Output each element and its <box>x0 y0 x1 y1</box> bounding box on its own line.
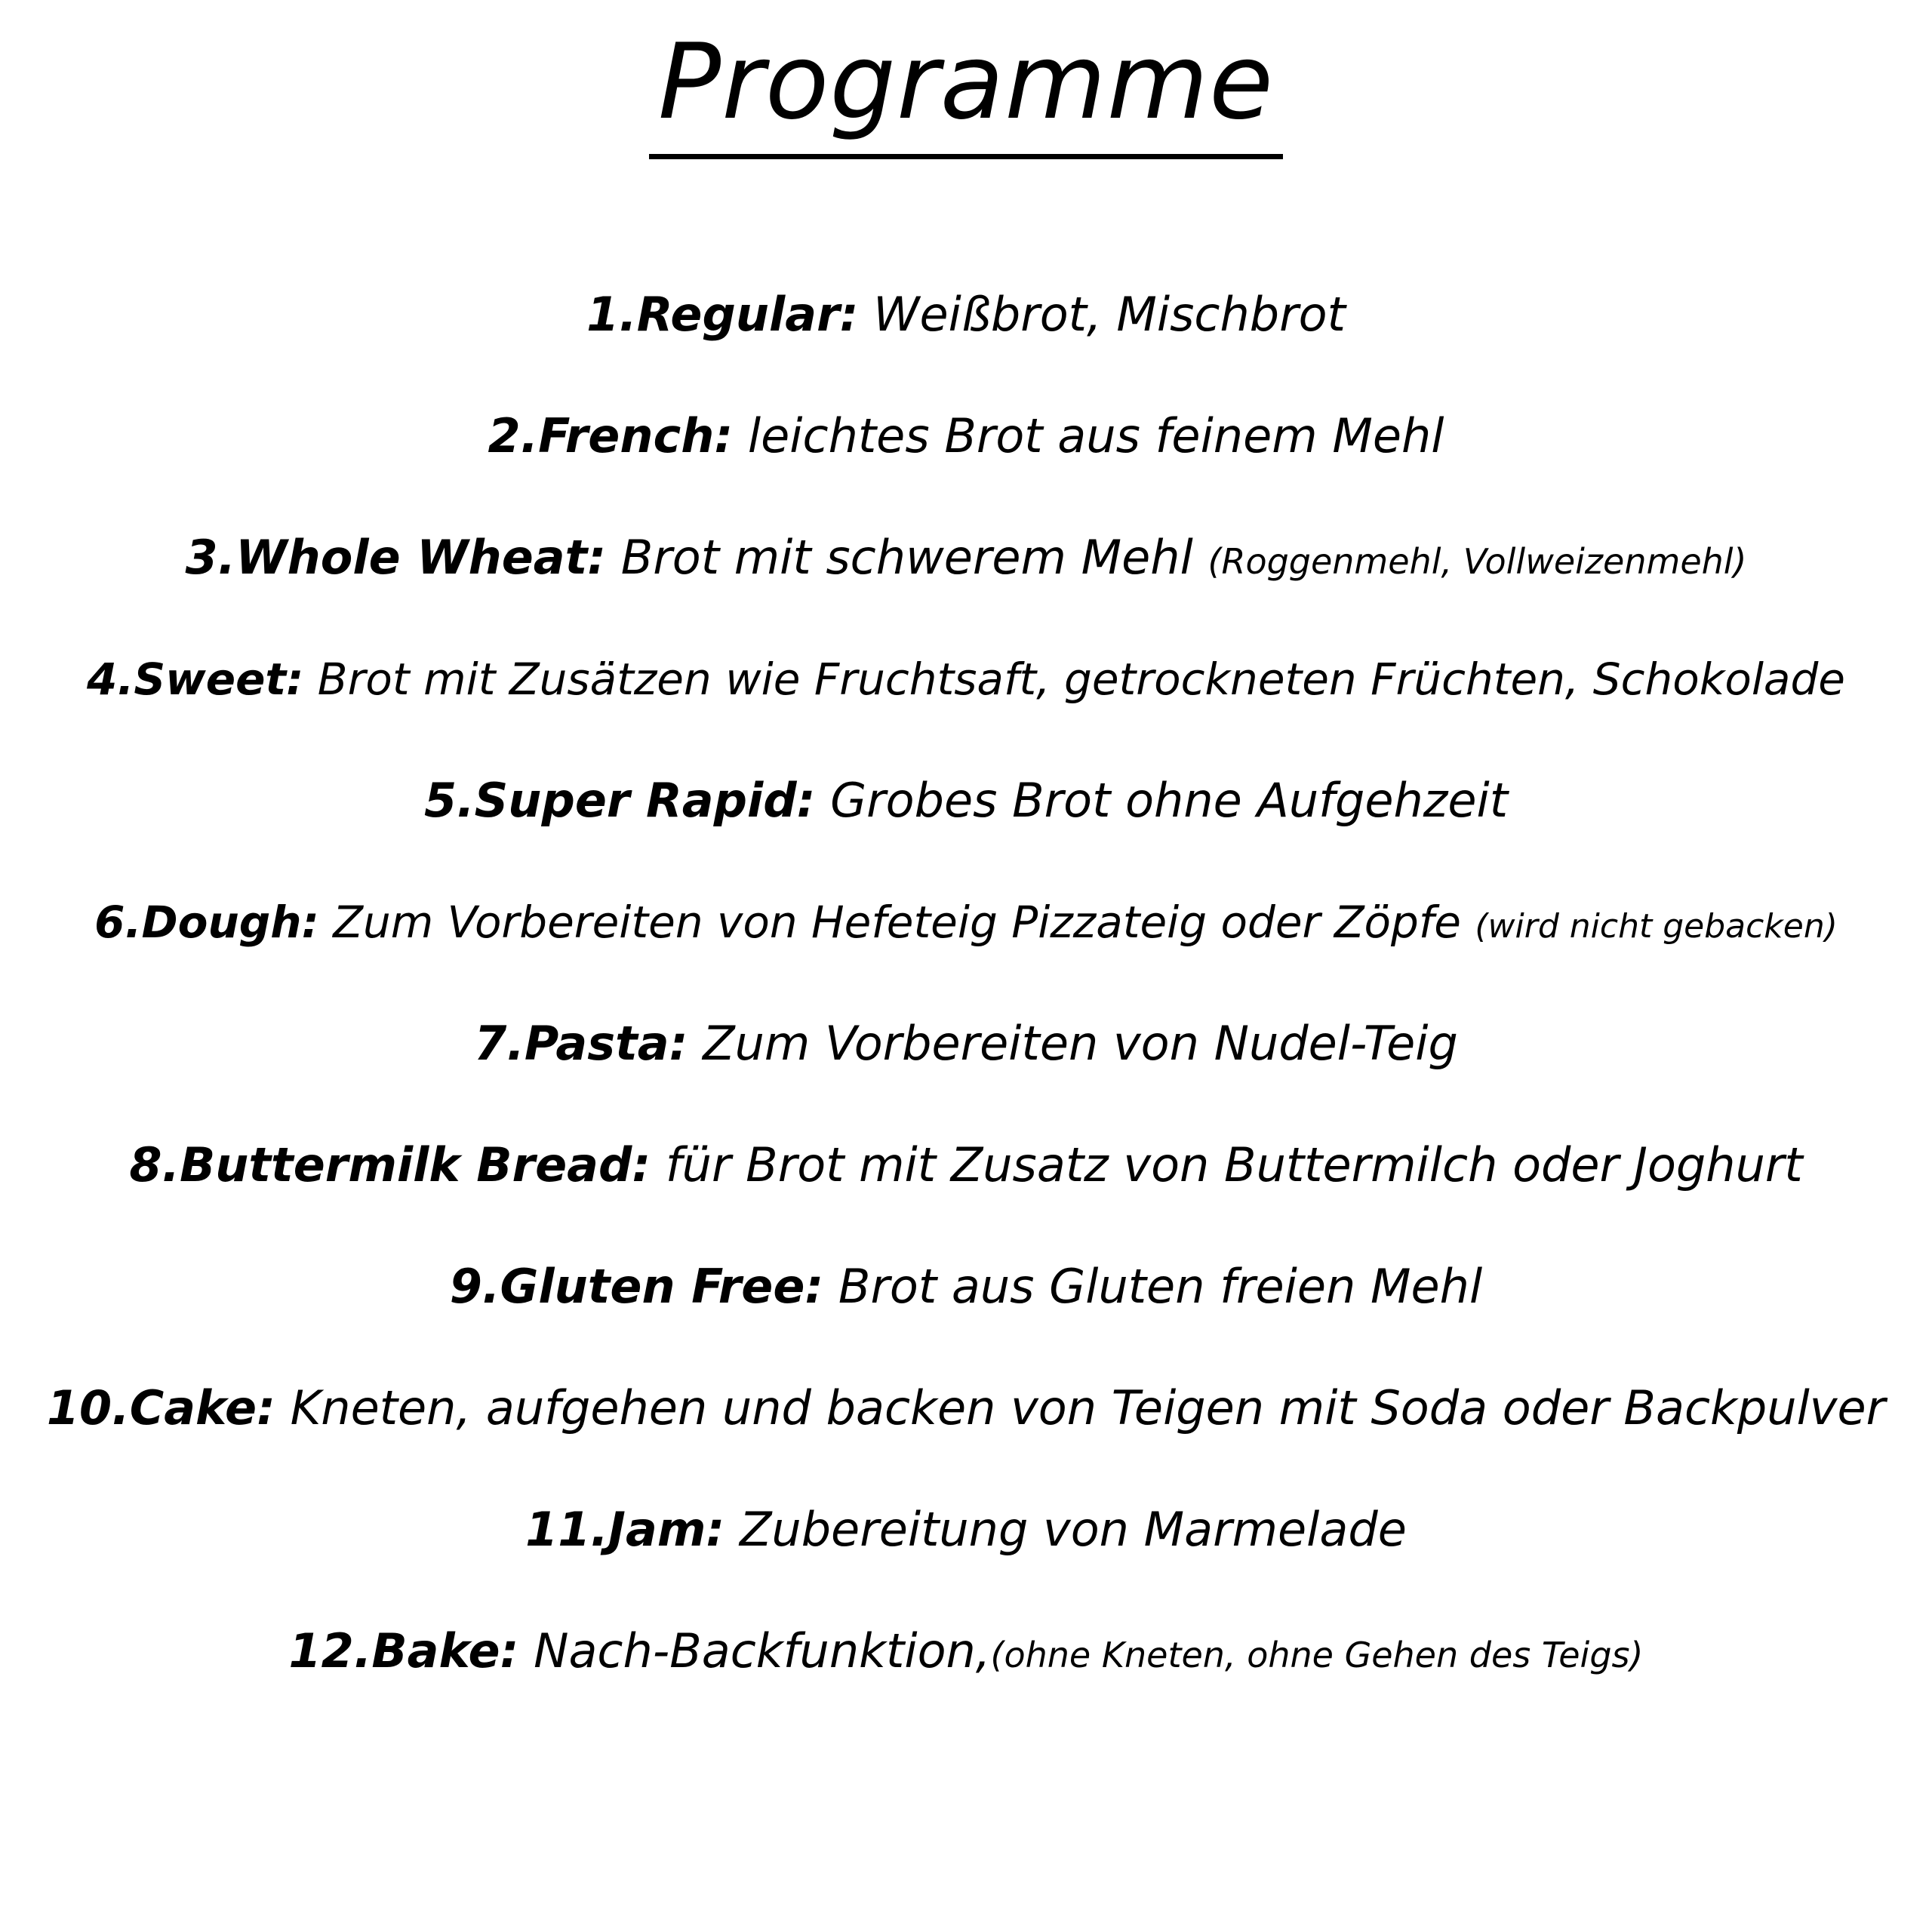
title-container <box>0 21 1932 159</box>
program-item <box>0 767 1932 888</box>
program-description: Brot mit schwerem Mehl <box>620 530 1193 585</box>
program-note: (Roggenmehl, Vollweizenmehl) <box>1208 541 1747 582</box>
program-description: für Brot mit Zusatz von Buttermilch oder Joghurt <box>665 1137 1803 1192</box>
program-description: Nach-Backfunktion, <box>534 1623 991 1678</box>
program-item <box>0 888 1932 1010</box>
program-name: 5.Super Rapid: <box>423 773 816 828</box>
program-name: 7.Pasta: <box>474 1016 688 1071</box>
program-description: Zum Vorbereiten von Nudel-Teig <box>703 1016 1458 1071</box>
program-note: (ohne Kneten, ohne Gehen des Teigs) <box>990 1635 1644 1675</box>
program-description: Brot mit Zusätzen wie Fruchtsaft, getrockneten Früchten, Schokolade <box>317 654 1845 705</box>
program-item <box>0 1253 1932 1374</box>
program-description: Kneten, aufgehen und backen von Teigen mit Soda oder Backpulver <box>290 1380 1886 1435</box>
program-name: 6.Dough: <box>94 897 319 948</box>
program-item <box>0 1617 1932 1739</box>
program-item <box>0 645 1932 767</box>
program-item <box>0 1131 1932 1253</box>
program-item <box>0 1374 1932 1496</box>
program-name: 11.Jam: <box>525 1502 725 1557</box>
program-note: (wird nicht gebacken) <box>1475 907 1838 946</box>
program-name: 12.Bake: <box>288 1623 519 1678</box>
program-list <box>0 281 1932 1739</box>
program-description: Zum Vorbereiten von Hefeteig Pizzateig oder Zöpfe <box>333 897 1461 948</box>
program-name: 1.Regular: <box>586 287 859 342</box>
program-item <box>0 281 1932 402</box>
program-name: 2.French: <box>488 408 734 463</box>
page-title: Programme <box>649 30 1283 159</box>
program-name: 10.Cake: <box>46 1380 275 1435</box>
program-item <box>0 1496 1932 1617</box>
program-description: Brot aus Gluten freien Mehl <box>838 1259 1483 1314</box>
program-name: 8.Buttermilk Bread: <box>129 1137 651 1192</box>
program-item <box>0 1010 1932 1131</box>
program-item <box>0 524 1932 645</box>
program-description: Grobes Brot ohne Aufgehzeit <box>830 773 1509 828</box>
program-description: Zubereitung von Marmelade <box>739 1502 1407 1557</box>
program-name: 3.Whole Wheat: <box>185 530 607 585</box>
program-description: Weißbrot, Mischbrot <box>873 287 1346 342</box>
program-name: 9.Gluten Free: <box>449 1259 824 1314</box>
program-item <box>0 402 1932 524</box>
program-description: leichtes Brot aus feinem Mehl <box>747 408 1444 463</box>
program-name: 4.Sweet: <box>87 654 304 705</box>
